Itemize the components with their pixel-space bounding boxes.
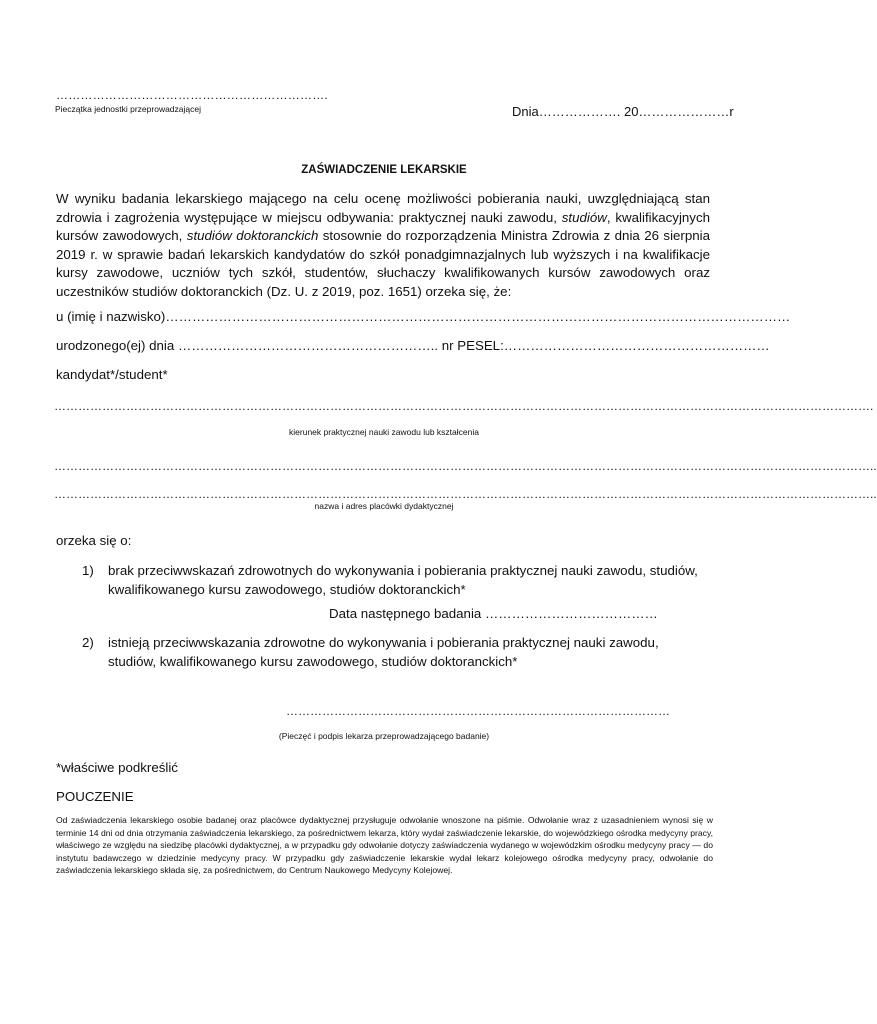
candidate-student-field: kandydat*/student*: [56, 367, 168, 382]
document-title: ZAŚWIADCZENIE LEKARSKIE: [301, 164, 467, 176]
item-2-text: istnieją przeciwwskazania zdrowotne do wykonywania i pobierania praktycznej nauki zawodu, studiów, kwalifikowanego kursu zawodowego, studiów doktoranckich*: [108, 635, 659, 669]
intro-italic-1: studiów: [561, 209, 607, 225]
intro-text-2: , kwalifikacyjnych kursów zawodowych,: [56, 209, 710, 243]
pouczenie-heading: POUCZENIE: [56, 789, 134, 804]
item-2-number: 2): [82, 635, 94, 650]
intro-text-3: stosownie do rozporządzenia Ministra Zdrowia z dnia 26 sierpnia 2019 r. w sprawie badań lekarskich kandydatów do szkół ponadgimnazjalnych lub wyższych i na kwalifikacje kursy zawodowe, uczniów tych szkół, studentów, słuchaczy kwalifikowanych kursów zawodowych oraz uczestników studiów doktoranckich (Dz. U. z 2019, poz. 1651) orzeka się, że:: [56, 228, 710, 299]
address-label: nazwa i adres placówki dydaktycznej: [314, 501, 454, 511]
stamp-dotted-line: ………………………………………………………….: [56, 88, 328, 102]
address-dotted-line-1: ……………………………………………………………………………………………………………………………………………………………………………………..: [54, 459, 877, 473]
date-field: Dnia………………. 20…………………r: [512, 104, 734, 119]
intro-paragraph: [56, 190, 710, 301]
signature-label: (Pieczęć i podpis lekarza przeprowadzającego badanie): [278, 731, 490, 741]
decision-heading: orzeka się o:: [56, 533, 132, 548]
signature-dotted-line: ……………………………………………………………………………………: [286, 704, 670, 718]
birth-pesel-field: urodzonego(ej) dnia ………………………………………………….. nr PESEL:……………………………………………………: [56, 338, 770, 353]
stamp-label: Pieczątka jednostki przeprowadzającej: [55, 104, 201, 114]
name-field: u (imię i nazwisko)……………………………………………………………………………………………………………………………: [56, 309, 791, 324]
intro-text-1: W wyniku badania lekarskiego mającego na celu ocenę możliwości pobierania nauki, uwzględniającą stan zdrowia i zagrożenia występujące w miejscu odbywania: praktycznej nauki zawodu,: [56, 191, 710, 225]
direction-dotted-line: …………………………………………………………………………………………………………………………………………………………………………………….: [54, 399, 874, 413]
intro-italic-2: studiów doktoranckich: [186, 228, 319, 243]
pouczenie-text: Od zaświadczenia lekarskiego osobie badanej oraz placówce dydaktycznej przysługuje odwołanie wnoszone na piśmie. Odwołanie wraz z uzasadnieniem wynosi się w terminie 14 dni od dnia otrzymania zaświadczenia lekarskiego, za pośrednictwem lekarza, który wydał zaświadczenie lekarskie, do wojewódzkiego ośrodka medycyny pracy, właściwego ze względu na siedzibę placówki dydaktycznej, a w przypadku gdy odwołanie dotyczy zaświadczenia wydanego w wojewódzkim ośrodku medycyny pracy — do instytutu badawczego w dziedzinie medycyny pracy. W przypadku gdy zaświadczenie lekarskie wydał lekarz kolejowego ośrodka medycyny pracy, odwołanie do zaświadczenia lekarskiego składa się, za pośrednictwem, do Centrum Naukowego Medycyny Kolejowej.: [56, 815, 713, 876]
item-1-text: brak przeciwwskazań zdrowotnych do wykonywania i pobierania praktycznej nauki zawodu, studiów, kwalifikowanego kursu zawodowego, studiów doktoranckich*: [108, 563, 698, 597]
item-1-number: 1): [82, 563, 94, 578]
underline-note: *właściwe podkreślić: [56, 760, 178, 775]
address-dotted-line-2: ……………………………………………………………………………………………………………………………………………………………………………………..: [54, 487, 877, 501]
next-exam-date-field: Data następnego badania …………………………………: [329, 606, 658, 621]
direction-label: kierunek praktycznej nauki zawodu lub kształcenia: [289, 427, 479, 437]
